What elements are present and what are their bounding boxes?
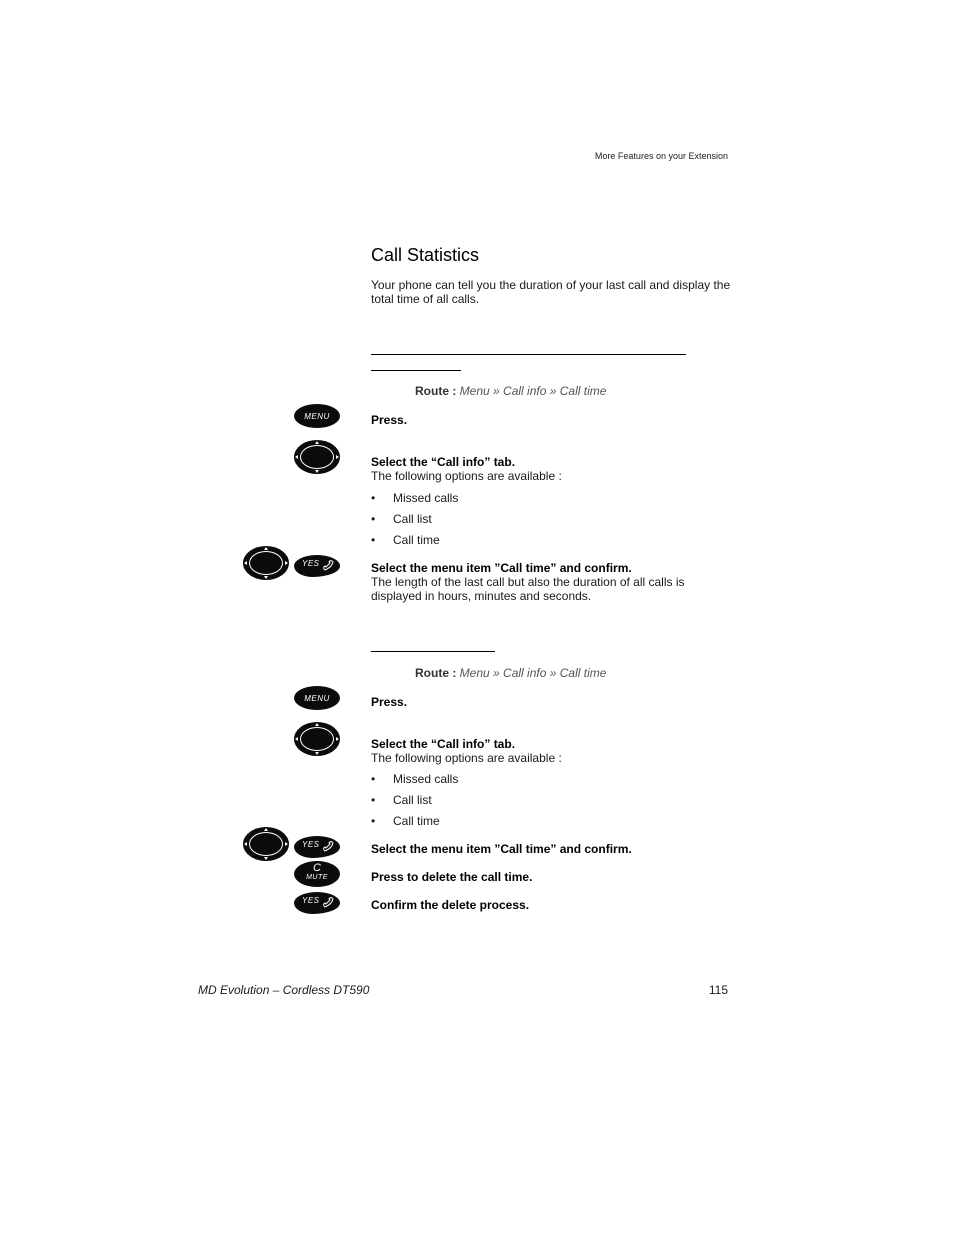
page-number: 115 (708, 983, 728, 997)
step1-text: Press. (371, 413, 408, 427)
step5-title: Confirm the delete process. (371, 898, 530, 912)
list-item: • Missed calls (371, 772, 459, 786)
list-item: • Missed calls (371, 491, 459, 505)
step-select-tab (371, 455, 701, 483)
step2-description: The following options are available : (371, 469, 562, 483)
yes-key-icon: YES (294, 555, 340, 577)
yes-key-icon: YES (294, 836, 340, 858)
step2-description: The following options are available : (371, 751, 562, 765)
navigation-key-icon (294, 722, 340, 756)
step-select-tab (371, 737, 701, 765)
step-press (371, 695, 701, 709)
c-mute-key-icon: C MUTE (294, 861, 340, 887)
step4-title: Press to delete the call time. (371, 870, 533, 884)
step1-text: Press. (371, 695, 408, 709)
navigation-key-icon (243, 546, 289, 580)
intro-paragraph: Your phone can tell you the duration of your last call and display the total time of all calls. (371, 278, 731, 306)
step-press (371, 413, 701, 427)
route-line (415, 666, 606, 680)
route-label: Route : (415, 384, 457, 398)
step-confirm-delete (371, 898, 701, 912)
menu-key-label: MENU (304, 693, 330, 703)
section1-heading-underline (371, 370, 461, 371)
section-rule-long (371, 354, 686, 355)
menu-key-icon (294, 686, 340, 710)
step2-title: Select the “Call info” tab. (371, 455, 516, 469)
route-label: Route : (415, 666, 457, 680)
step3-description: The length of the last call but also the duration of all calls is displayed in hours, minutes and seconds. (371, 575, 685, 603)
menu-key-icon (294, 404, 340, 428)
yes-key-icon: YES (294, 892, 340, 914)
phone-handset-icon (322, 559, 334, 571)
route-line (415, 384, 606, 398)
navigation-key-icon (243, 827, 289, 861)
menu-key-label: MENU (304, 411, 330, 421)
phone-handset-icon (322, 896, 334, 908)
step2-title: Select the “Call info” tab. (371, 737, 516, 751)
running-header: More Features on your Extension (594, 151, 728, 161)
list-item: • Call list (371, 512, 432, 526)
step-delete (371, 870, 701, 884)
phone-handset-icon (322, 840, 334, 852)
footer-product: MD Evolution – Cordless DT590 (198, 983, 370, 997)
step3-title: Select the menu item ”Call time” and confirm. (371, 842, 632, 856)
navigation-key-icon (294, 440, 340, 474)
section2-heading-underline (371, 651, 495, 652)
list-item: • Call list (371, 793, 432, 807)
step-confirm (371, 842, 701, 856)
route-path: Menu » Call info » Call time (459, 666, 607, 680)
step-confirm (371, 561, 701, 603)
page-title: Call Statistics (371, 245, 480, 265)
list-item: • Call time (371, 814, 440, 828)
list-item: • Call time (371, 533, 440, 547)
route-path: Menu » Call info » Call time (459, 384, 607, 398)
step3-title: Select the menu item ”Call time” and confirm. (371, 561, 632, 575)
